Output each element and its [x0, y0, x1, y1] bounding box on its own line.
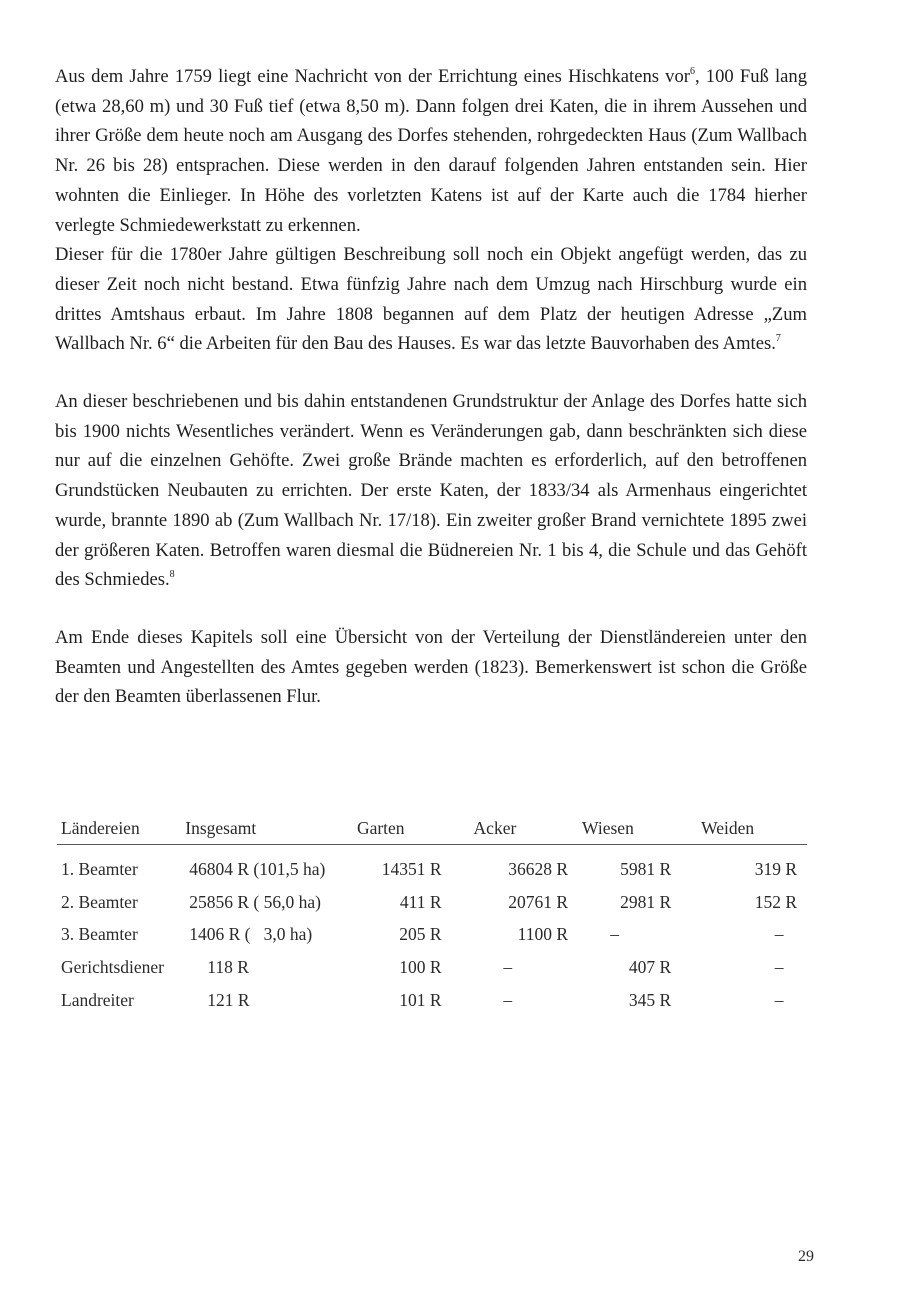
table-header-row	[57, 812, 807, 845]
cell-garden: 205 R	[399, 924, 442, 945]
cell-pasture: –	[774, 957, 784, 978]
footnote-ref-6: 6	[689, 65, 695, 77]
body-text	[55, 62, 807, 712]
header-wiesen: Wiesen	[582, 812, 701, 845]
table-row	[57, 886, 807, 919]
cell-total: 121 R	[207, 990, 250, 1011]
cell-pasture: –	[774, 924, 784, 945]
cell-pasture: 319 R	[754, 858, 797, 879]
cell-garden: 411 R	[399, 891, 442, 912]
paragraph-2-text: Dieser für die 1780er Jahre gültigen Beschreibung soll noch ein Objekt angefügt werden, das zu dieser Zeit noch nicht bestand. Etwa fünfzig Jahre nach dem Umzug nach Hirschburg wurde ein drittes Amtshaus erbaut. Im Jahre 1808 begannen auf dem Platz der heutigen Adresse „Zum Wallbach Nr. 6“ die Arbeiten für den Bau des Hauses. Es war das letzte Bauvorhaben des Amtes.	[55, 244, 807, 355]
page-number: 29	[798, 1248, 814, 1265]
paragraph-4	[55, 623, 807, 712]
paragraph-1-text-b: , 100 Fuß lang (etwa 28,60 m) und 30 Fuß tief (etwa 8,50 m). Dann folgen drei Katen, die in ihrem Aussehen und ihrer Größe dem heute noch am Ausgang des Dorfes stehenden, rohrgedeckten Haus (Zum Wallbach Nr. 26 bis 28) entsprachen. Diese werden in den darauf folgenden Jahren entstanden sein. Hier wohnten die Einlieger. In Höhe des vorletzten Katens ist auf der Karte auch die 1784 hierher verlegte Schmiedewerkstatt zu erkennen.	[55, 66, 807, 236]
paragraph-3	[55, 387, 807, 595]
cell-field: 1100 R	[517, 924, 569, 945]
lands-table	[57, 812, 807, 1017]
table-row	[57, 919, 807, 952]
cell-field: –	[503, 990, 513, 1011]
cell-meadow: 5981 R	[620, 858, 672, 879]
cell-name: Gerichtsdiener	[61, 957, 165, 978]
paragraph-3-text: An dieser beschriebenen und bis dahin entstandenen Grundstruktur der Anlage des Dorfes hatte sich bis 1900 nichts Wesentliches verändert. Wenn es Veränderungen gab, dann beschränkten sich diese nur auf die einzelnen Gehöfte. Zwei große Brände machten es erforderlich, auf den betroffenen Grundstücken Neubauten zu errichten. Der erste Katen, der 1833/34 als Armenhaus eingerichtet wurde, brannte 1890 ab (Zum Wallbach Nr. 17/18). Ein zweiter großer Brand vernichtete 1895 zwei der größeren Katen. Betroffen waren diesmal die Büdnereien Nr. 1 bis 4, die Schule und das Gehöft des Schmiedes.	[55, 391, 807, 591]
table-spacer	[57, 845, 807, 854]
paragraph-1-text-a: Aus dem Jahre 1759 liegt eine Nachricht von der Errichtung eines Hischkatens vor	[55, 66, 690, 87]
table-row	[57, 853, 807, 886]
paragraph-4-text: Am Ende dieses Kapitels soll eine Übersicht von der Verteilung der Dienstländereien unter den Beamten und Angestellten des Amtes gegeben werden (1823). Bemerkenswert ist schon die Größe der den Beamten überlassenen Flur.	[55, 626, 807, 708]
cell-garden: 101 R	[399, 990, 442, 1011]
cell-meadow: 345 R	[628, 990, 672, 1011]
cell-meadow: 407 R	[628, 957, 672, 978]
cell-total: 46804 R (101,5 ha)	[189, 858, 326, 879]
cell-pasture: 152 R	[754, 891, 797, 912]
table-row	[57, 951, 807, 984]
paragraph-2	[55, 240, 807, 359]
cell-total: 25856 R ( 56,0 ha)	[189, 891, 321, 912]
cell-field: –	[503, 957, 513, 978]
header-acker: Acker	[474, 812, 583, 845]
cell-pasture: –	[774, 990, 784, 1011]
header-insgesamt: Insgesamt	[185, 812, 357, 845]
cell-meadow: –	[610, 924, 619, 945]
cell-field: 20761 R	[508, 891, 569, 912]
cell-name: Landreiter	[61, 990, 134, 1011]
cell-name: 2. Beamter	[61, 891, 138, 912]
cell-name: 1. Beamter	[61, 858, 138, 879]
cell-total: 118 R	[207, 957, 249, 978]
header-laendereien: Ländereien	[57, 812, 185, 845]
footnote-ref-7: 7	[775, 333, 781, 345]
cell-name: 3. Beamter	[61, 924, 138, 945]
cell-field: 36628 R	[508, 858, 569, 879]
header-garten: Garten	[357, 812, 474, 845]
cell-garden: 100 R	[399, 957, 442, 978]
cell-meadow: 2981 R	[620, 891, 672, 912]
cell-garden: 14351 R	[381, 858, 442, 879]
land-distribution-table	[57, 812, 809, 1017]
paragraph-1	[55, 62, 807, 240]
header-weiden: Weiden	[701, 812, 807, 845]
table-row	[57, 984, 807, 1017]
cell-total: 1406 R ( 3,0 ha)	[189, 924, 313, 945]
spacer-cell	[57, 845, 807, 854]
footnote-ref-8: 8	[169, 569, 175, 581]
